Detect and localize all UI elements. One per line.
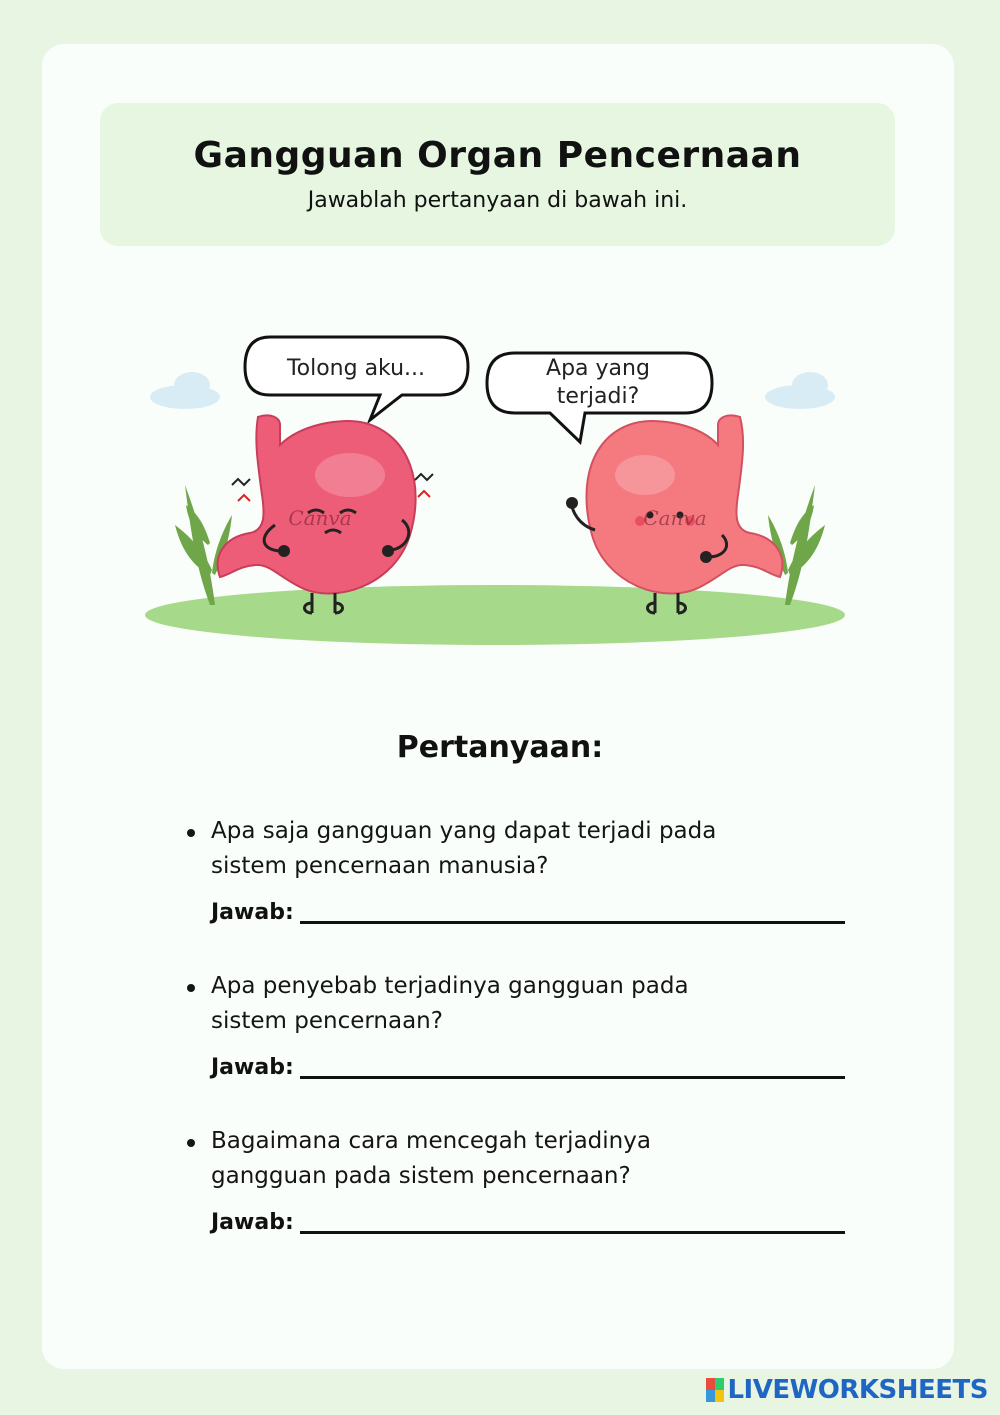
question-item-2	[185, 969, 845, 1080]
questions-heading: Pertanyaan:	[396, 730, 604, 765]
left-cloud-icon	[150, 372, 220, 409]
answer-label: Jawab:	[211, 1210, 294, 1235]
bullet-icon	[187, 829, 195, 837]
answer-label: Jawab:	[211, 1055, 294, 1080]
question-item-1	[185, 814, 845, 925]
question-line-2: gangguan pada sistem pencernaan?	[211, 1163, 631, 1189]
question-text	[185, 814, 845, 884]
answer-row	[185, 1210, 845, 1235]
question-line-1: Apa penyebab terjadinya gangguan pada	[211, 973, 689, 999]
answer-row	[185, 900, 845, 925]
healthy-stomach-character	[566, 415, 782, 613]
left-plant-icon	[175, 485, 232, 605]
answer-field-3[interactable]	[300, 1231, 845, 1234]
bullet-icon	[187, 984, 195, 992]
page-title: Gangguan Organ Pencernaan	[193, 135, 802, 176]
brand-name: LIVEWORKSHEETS	[727, 1375, 988, 1405]
bullet-icon	[187, 1139, 195, 1147]
left-bubble-text: Tolong aku...	[286, 356, 426, 381]
question-text	[185, 1124, 845, 1194]
right-bubble-line1: Apa yang	[546, 356, 650, 381]
right-stomach-watermark: Canva	[643, 506, 707, 530]
title-banner	[100, 103, 895, 246]
question-line-2: sistem pencernaan?	[211, 1008, 443, 1034]
stomach-scene-svg	[140, 325, 860, 655]
right-cloud-icon	[765, 372, 835, 409]
left-speech-bubble	[245, 337, 468, 420]
right-bubble-line2: terjadi?	[556, 384, 640, 409]
sick-stomach-character	[218, 415, 433, 613]
answer-row	[185, 1055, 845, 1080]
grass-ground	[145, 585, 845, 645]
liveworksheets-icon	[706, 1378, 724, 1402]
question-line-2: sistem pencernaan manusia?	[211, 853, 549, 879]
stomach-illustration	[140, 325, 860, 655]
left-stomach-watermark: Canva	[288, 506, 352, 530]
question-text	[185, 969, 845, 1039]
question-line-1: Bagaimana cara mencegah terjadinya	[211, 1128, 651, 1154]
right-plant-icon	[768, 485, 825, 605]
question-item-3	[185, 1124, 845, 1235]
liveworksheets-logo[interactable]	[706, 1375, 988, 1405]
answer-label: Jawab:	[211, 900, 294, 925]
answer-field-1[interactable]	[300, 921, 845, 924]
question-line-1: Apa saja gangguan yang dapat terjadi pada	[211, 818, 717, 844]
answer-field-2[interactable]	[300, 1076, 845, 1079]
page-subtitle: Jawablah pertanyaan di bawah ini.	[307, 188, 688, 213]
